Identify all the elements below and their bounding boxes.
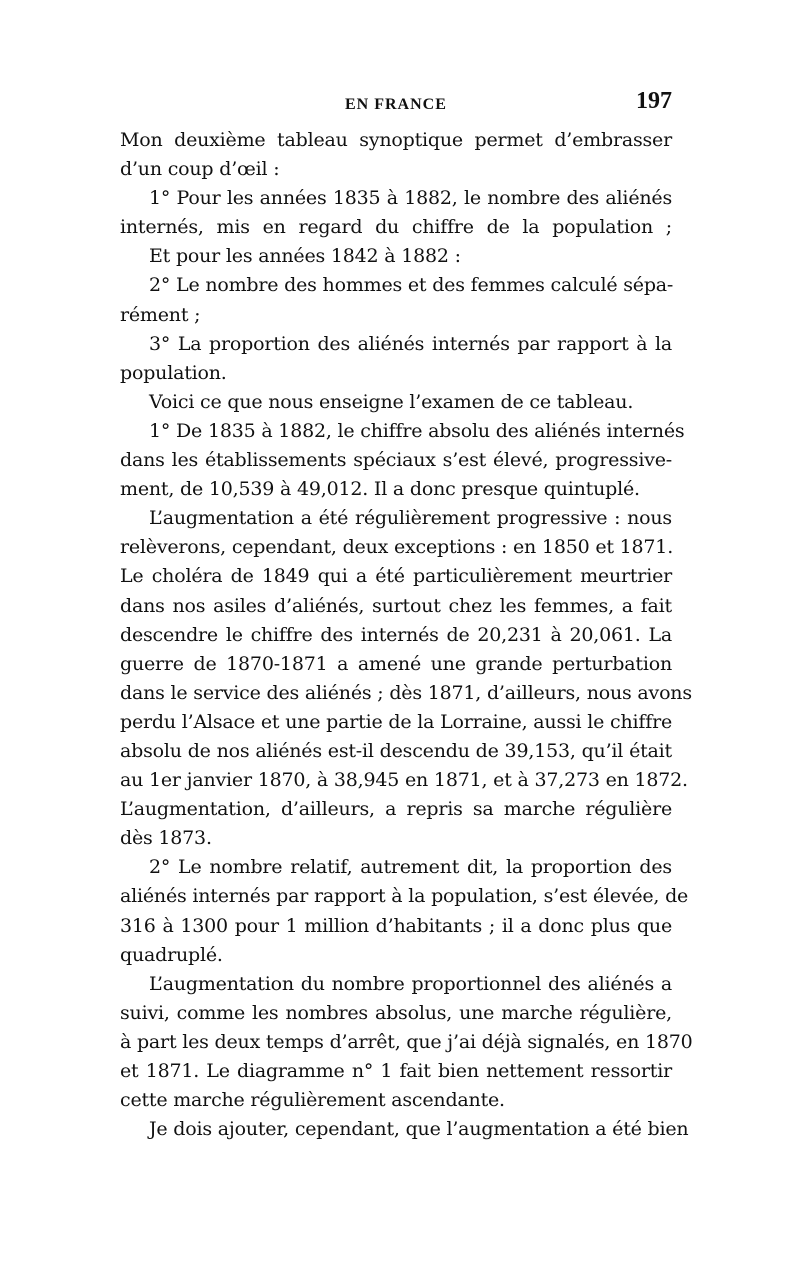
text-line: relèverons, cependant, deux exceptions : en 1850 et 1871. <box>120 536 674 559</box>
text-line: perdu l’Alsace et une partie de la Lorraine, aussi le chiffre <box>120 710 672 733</box>
text-line: Mon deuxième tableau synoptique permet d’embrasser <box>120 129 672 151</box>
text-line: L’augmentation, d’ailleurs, a repris sa marche régulière <box>120 798 672 821</box>
text-line: dès 1873. <box>120 827 212 850</box>
text-line: quadruplé. <box>120 943 223 966</box>
text-line: à part les deux temps d’arrêt, que j’ai déjà signalés, en 1870 <box>120 1030 693 1053</box>
text-line: L’augmentation du nombre proportionnel des aliénés a <box>149 972 672 995</box>
body-text <box>120 126 693 1144</box>
text-line: population. <box>120 361 227 384</box>
text-line: 2° Le nombre relatif, autrement dit, la proportion des <box>149 856 672 879</box>
text-line: absolu de nos aliénés est-il descendu de 39,153, qu’il était <box>120 739 672 762</box>
text-line: 2° Le nombre des hommes et des femmes calculé sépa- <box>149 274 674 297</box>
text-line: Le choléra de 1849 qui a été particulièrement meurtrier <box>120 565 672 588</box>
page-number: 197 <box>636 88 672 114</box>
text-line: cette marche régulièrement ascendante. <box>120 1089 505 1112</box>
text-line: Je dois ajouter, cependant, que l’augmentation a été bien <box>149 1118 689 1141</box>
text-line: 316 à 1300 pour 1 million d’habitants ; il a donc plus que <box>120 914 672 937</box>
text-line: ment, de 10,539 à 49,012. Il a donc presque quintuplé. <box>120 478 640 501</box>
text-line: dans les établissements spéciaux s’est élevé, progressive- <box>120 449 672 472</box>
text-line: dans le service des aliénés ; dès 1871, d’ailleurs, nous avons <box>120 681 692 704</box>
text-line: 3° La proportion des aliénés internés par rapport à la <box>149 332 672 355</box>
text-line: 1° Pour les années 1835 à 1882, le nombre des aliénés <box>149 187 672 210</box>
text-line: dans nos asiles d’aliénés, surtout chez les femmes, a fait <box>120 594 672 617</box>
text-line: rément ; <box>120 303 201 326</box>
running-title: EN FRANCE <box>345 96 447 113</box>
text-line: aliénés internés par rapport à la population, s’est élevée, de <box>120 885 689 908</box>
text-line: et 1871. Le diagramme n° 1 fait bien nettement ressortir <box>120 1060 672 1082</box>
running-header <box>120 88 672 118</box>
text-line: d’un coup d’œil : <box>120 158 280 181</box>
text-line: internés, mis en regard du chiffre de la population ; <box>120 216 672 239</box>
text-line: descendre le chiffre des internés de 20,231 à 20,061. La <box>120 623 672 646</box>
text-line: Et pour les années 1842 à 1882 : <box>149 245 461 268</box>
text-line: Voici ce que nous enseigne l’examen de ce tableau. <box>149 390 634 413</box>
text-line: suivi, comme les nombres absolus, une marche régulière, <box>120 1001 672 1024</box>
text-line: au 1er janvier 1870, à 38,945 en 1871, et à 37,273 en 1872. <box>120 769 688 792</box>
text-line: 1° De 1835 à 1882, le chiffre absolu des aliénés internés <box>149 419 685 442</box>
text-line: L’augmentation a été régulièrement progressive : nous <box>149 507 672 530</box>
text-line: guerre de 1870-1871 a amené une grande perturbation <box>120 652 672 675</box>
